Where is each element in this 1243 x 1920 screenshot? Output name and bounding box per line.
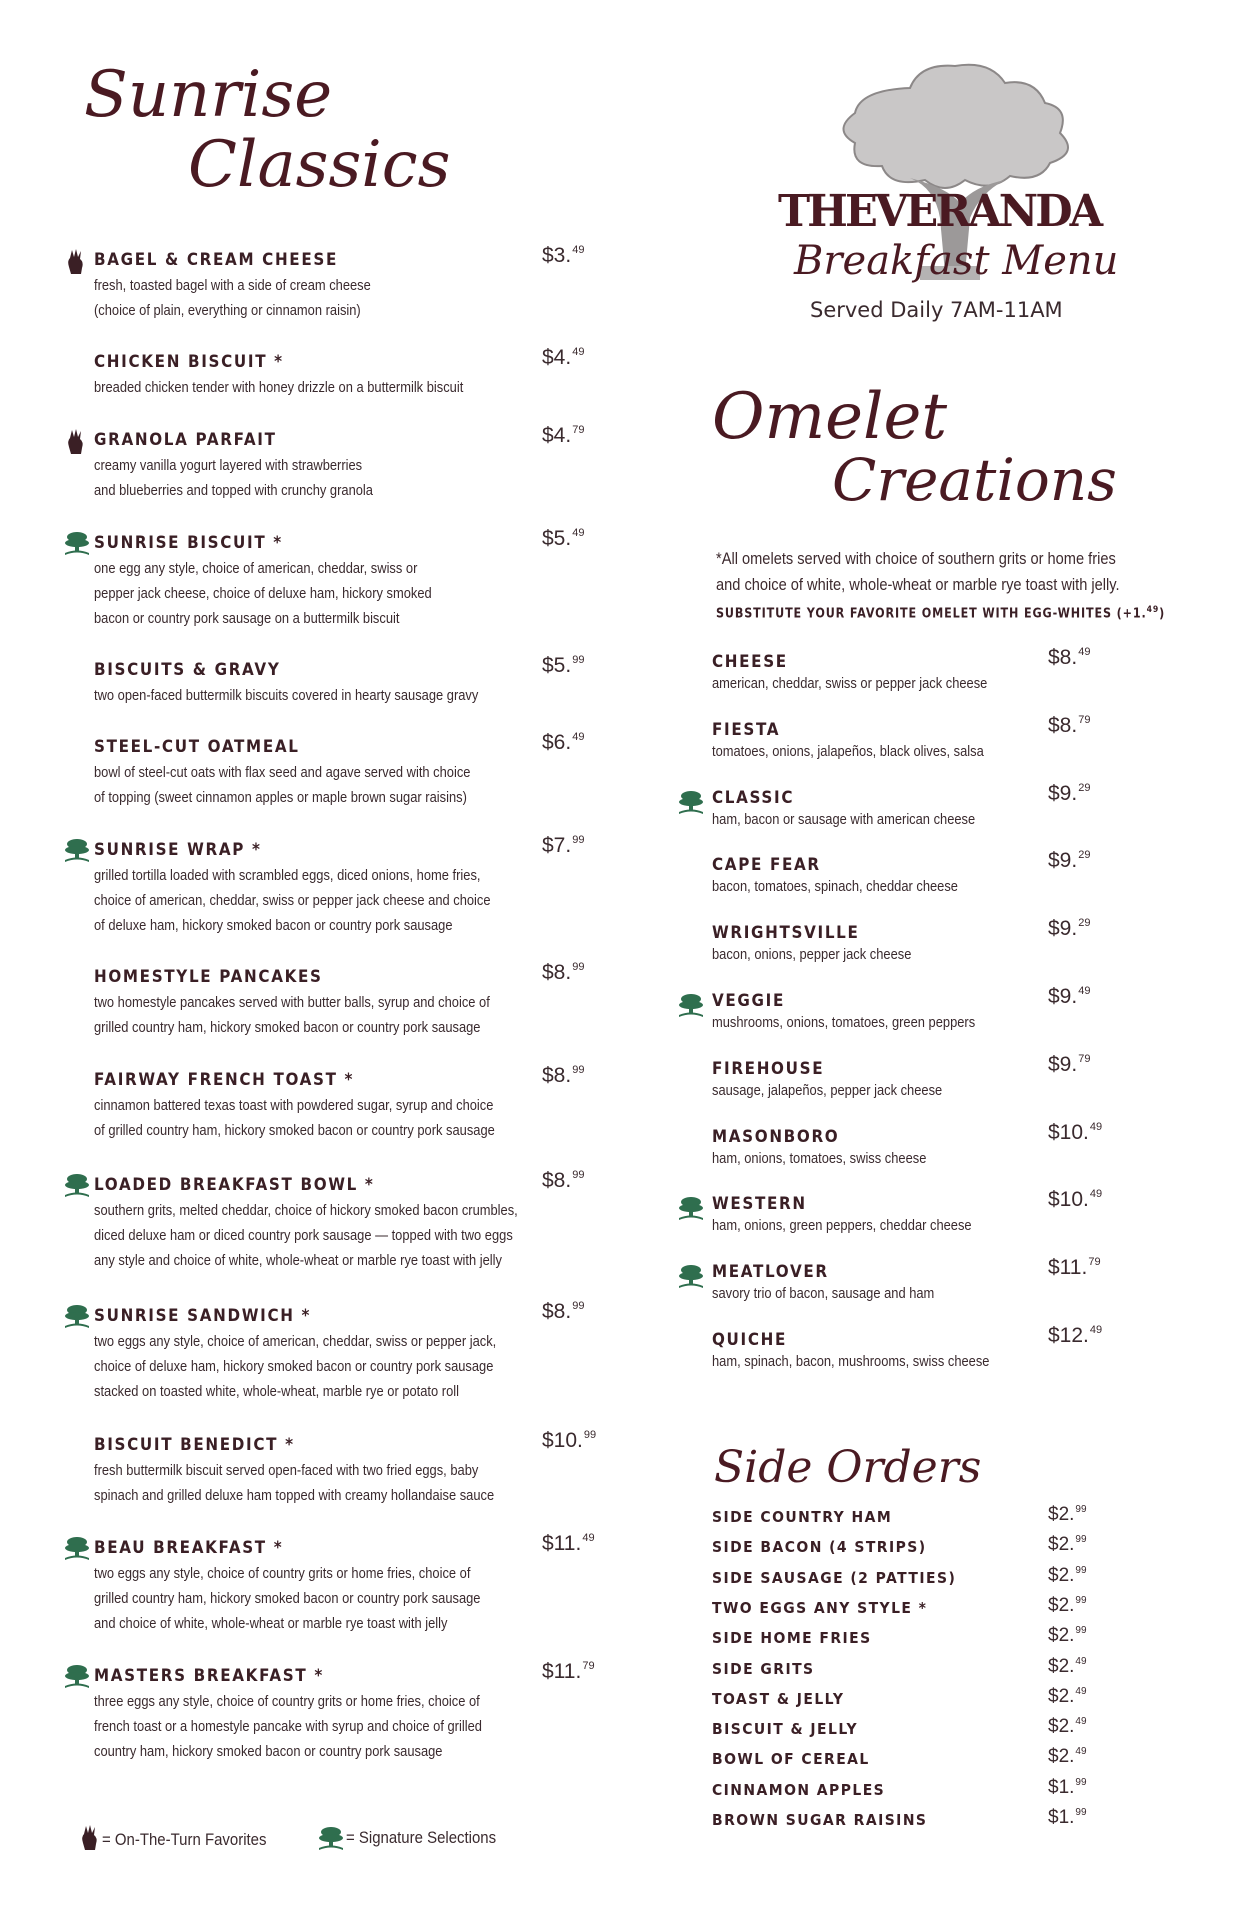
price-dollars: $5. — [542, 654, 572, 677]
description-line: breaded chicken tender with honey drizzle on a buttermilk biscuit — [94, 379, 464, 396]
description-line: grilled tortilla loaded with scrambled eggs, diced onions, home fries, — [94, 867, 481, 884]
tree-icon — [678, 1264, 702, 1290]
price-cents: 49 — [582, 1532, 595, 1544]
tree-icon — [678, 993, 702, 1019]
side-item-price — [1048, 1595, 1087, 1617]
classic-item — [94, 533, 487, 631]
description-line: one egg any style, choice of american, cheddar, swiss or — [94, 560, 418, 577]
item-price — [1048, 714, 1090, 738]
golf-bag-icon — [64, 428, 88, 454]
price-cents: 49 — [1089, 1324, 1103, 1336]
description-line: fresh buttermilk biscuit served open-faced with two fried eggs, baby — [94, 1462, 479, 1479]
item-price — [1048, 1188, 1102, 1212]
side-item-price — [1048, 1746, 1087, 1768]
price-dollars: $8. — [542, 1169, 572, 1192]
item-name: BISCUIT BENEDICT * — [94, 1435, 295, 1454]
description-line: bowl of steel-cut oats with flax seed and agave served with choice — [94, 764, 471, 781]
item-description — [94, 1458, 494, 1508]
item-price — [542, 1429, 596, 1453]
price-cents: 99 — [1075, 1776, 1087, 1788]
price-dollars: $11. — [542, 1660, 582, 1683]
price-dollars: $1. — [1048, 1776, 1075, 1798]
side-item-price — [1048, 1656, 1087, 1678]
side-item-name: SIDE COUNTRY HAM — [712, 1508, 893, 1526]
price-dollars: $11. — [542, 1532, 582, 1555]
classic-item — [94, 430, 418, 503]
price-cents: 49 — [572, 244, 585, 256]
price-cents: 79 — [582, 1660, 595, 1672]
item-description — [94, 1198, 518, 1273]
price-cents: 49 — [572, 527, 585, 539]
price-dollars: $8. — [1048, 713, 1078, 737]
item-price — [542, 1532, 595, 1556]
price-cents: 29 — [1078, 849, 1091, 862]
price-cents: 99 — [572, 1064, 585, 1076]
omelet-item — [712, 788, 1018, 832]
item-price — [542, 244, 584, 268]
classic-item — [94, 1306, 562, 1404]
item-description — [94, 863, 491, 938]
price-cents: 99 — [1075, 1807, 1087, 1818]
price-dollars: $2. — [1048, 1625, 1075, 1647]
tree-icon — [64, 1536, 88, 1562]
price-cents: 49 — [1078, 985, 1091, 997]
side-item-price — [1048, 1504, 1087, 1526]
tree-icon — [318, 1826, 342, 1852]
price-cents: 29 — [1078, 917, 1091, 930]
description-line: two open-faced buttermilk biscuits covered in hearty sausage gravy — [94, 687, 479, 704]
egg-white-substitute — [716, 598, 1165, 626]
description-line: three eggs any style, choice of country grits or home fries, choice of — [94, 1693, 480, 1710]
price-dollars: $3. — [542, 244, 572, 267]
side-item-name: TWO EGGS ANY STYLE * — [712, 1598, 928, 1617]
omelet-item — [712, 855, 998, 899]
item-description: ham, bacon or sausage with american cheese — [712, 810, 976, 828]
price-cents: 49 — [572, 731, 585, 743]
item-name: QUICHE — [712, 1330, 788, 1349]
item-price — [542, 654, 584, 678]
item-price — [542, 961, 584, 985]
tree-icon — [64, 531, 88, 557]
item-name: FIREHOUSE — [712, 1058, 825, 1078]
price-cents: 99 — [583, 1429, 597, 1441]
item-name: LOADED BREAKFAST BOWL * — [94, 1175, 375, 1194]
price-dollars: $4. — [542, 346, 572, 369]
item-price — [1048, 917, 1090, 941]
price-cents: 49 — [1075, 1746, 1087, 1758]
item-name: CAPE FEAR — [712, 855, 821, 875]
description-line: southern grits, melted cheddar, choice of hickory smoked bacon crumbles, — [94, 1202, 518, 1219]
item-description: bacon, tomatoes, spinach, cheddar cheese — [712, 878, 958, 896]
price-dollars: $9. — [1048, 849, 1078, 873]
item-description: mushrooms, onions, tomatoes, green peppers — [712, 1014, 976, 1031]
golf-bag-icon — [78, 1824, 102, 1850]
price-cents: 99 — [572, 961, 585, 973]
tree-icon — [678, 1196, 702, 1222]
side-item-name: SIDE BACON (4 STRIPS) — [712, 1538, 927, 1557]
price-dollars: $10. — [1048, 1120, 1089, 1144]
price-dollars: $5. — [542, 527, 572, 550]
serving-hours: Served Daily 7AM-11AM — [810, 298, 1063, 322]
item-description — [94, 990, 490, 1040]
side-item-name: SIDE HOME FRIES — [712, 1629, 872, 1648]
side-item-price — [1048, 1565, 1087, 1587]
item-description: ham, spinach, bacon, mushrooms, swiss cheese — [712, 1353, 990, 1370]
sunrise-title-line2: Classics — [188, 128, 451, 202]
item-description: bacon, onions, pepper jack cheese — [712, 946, 912, 964]
side-item-price — [1048, 1807, 1087, 1829]
description-line: bacon or country pork sausage on a buttermilk biscuit — [94, 610, 400, 627]
side-item-price — [1048, 1777, 1087, 1799]
classic-item — [94, 737, 532, 810]
item-description: sausage, jalapeños, pepper jack cheese — [712, 1081, 943, 1099]
substitute-cents: 49 — [1146, 605, 1160, 615]
price-dollars: $2. — [1048, 1594, 1075, 1616]
description-line: stacked on toasted white, whole-wheat, marble rye or potato roll — [94, 1383, 459, 1400]
classic-item — [94, 660, 541, 708]
side-orders-title: Side Orders — [714, 1442, 982, 1493]
item-price — [542, 834, 584, 858]
item-price — [542, 1660, 595, 1684]
omelet-title-line2: Creations — [832, 446, 1117, 514]
price-cents: 49 — [1075, 1655, 1087, 1667]
description-line: any style and choice of white, whole-wheat or marble rye toast with jelly — [94, 1252, 502, 1269]
classic-item — [94, 352, 523, 400]
price-dollars: $2. — [1048, 1685, 1075, 1707]
description-line: two homestyle pancakes served with butter balls, syrup and choice of — [94, 994, 490, 1011]
classic-item — [94, 1070, 560, 1143]
side-item-name: BROWN SUGAR RAISINS — [712, 1811, 928, 1829]
item-name: SUNRISE BISCUIT * — [94, 533, 283, 552]
item-name: BISCUITS & GRAVY — [94, 660, 281, 679]
item-name: WRIGHTSVILLE — [712, 923, 860, 943]
price-dollars: $11. — [1048, 1256, 1088, 1280]
item-price — [1048, 1121, 1102, 1145]
logo-subtitle: Breakfast Menu — [794, 238, 1119, 284]
description-line: cinnamon battered texas toast with powdered sugar, syrup and choice — [94, 1097, 494, 1114]
golf-bag-icon — [64, 248, 88, 274]
price-dollars: $2. — [1048, 1716, 1075, 1738]
omelet-item — [712, 1262, 971, 1306]
description-line: (choice of plain, everything or cinnamon raisin) — [94, 302, 361, 319]
description-line: of grilled country ham, hickory smoked bacon or country pork sausage — [94, 1122, 495, 1139]
description-line: pepper jack cheese, choice of deluxe ham, hickory smoked — [94, 585, 432, 602]
price-dollars: $2. — [1048, 1534, 1075, 1556]
classic-item — [94, 1538, 543, 1636]
description-line: and choice of white, whole-wheat or marble rye toast with jelly — [94, 1615, 448, 1632]
item-description: ham, onions, tomatoes, swiss cheese — [712, 1149, 927, 1167]
price-cents: 49 — [1089, 1120, 1103, 1133]
item-name: CHICKEN BISCUIT * — [94, 352, 284, 371]
item-description: tomatoes, onions, jalapeños, black olives, salsa — [712, 742, 984, 760]
price-dollars: $9. — [1048, 1052, 1078, 1076]
price-cents: 99 — [1075, 1594, 1087, 1606]
price-cents: 99 — [572, 1300, 585, 1312]
price-cents: 99 — [1075, 1564, 1087, 1576]
item-name: FIESTA — [712, 719, 781, 739]
item-description: savory trio of bacon, sausage and ham — [712, 1285, 935, 1303]
item-price — [542, 424, 584, 448]
item-description — [94, 760, 470, 810]
item-description — [94, 273, 371, 323]
item-name: FAIRWAY FRENCH TOAST * — [94, 1070, 355, 1089]
logo-name: THEVERANDA — [778, 186, 1101, 237]
omelet-item — [712, 1330, 1035, 1374]
classic-item — [94, 840, 555, 938]
description-line: choice of american, cheddar, swiss or pepper jack cheese and choice — [94, 892, 491, 909]
price-dollars: $4. — [542, 424, 572, 447]
classic-item — [94, 1435, 559, 1508]
price-cents: 79 — [1088, 1256, 1101, 1269]
tree-icon — [64, 1304, 88, 1330]
price-cents: 79 — [1078, 1052, 1091, 1065]
price-dollars: $2. — [1048, 1655, 1075, 1677]
item-price — [1048, 782, 1090, 806]
price-dollars: $7. — [542, 834, 572, 857]
omelet-item — [712, 720, 1028, 764]
price-dollars: $10. — [542, 1429, 583, 1452]
price-cents: 29 — [1078, 781, 1091, 794]
price-cents: 49 — [1089, 1188, 1103, 1201]
side-item-name: TOAST & JELLY — [712, 1689, 845, 1708]
price-cents: 99 — [572, 1169, 585, 1181]
item-description — [94, 375, 463, 400]
side-item-name: BISCUIT & JELLY — [712, 1720, 859, 1739]
classic-item — [94, 1666, 545, 1764]
price-dollars: $9. — [1048, 985, 1078, 1008]
item-price — [1048, 646, 1090, 670]
price-dollars: $2. — [1048, 1504, 1075, 1525]
item-name: CLASSIC — [712, 787, 795, 807]
omelet-title-line1: Omelet — [712, 380, 948, 454]
item-description — [94, 683, 478, 708]
price-cents: 49 — [1075, 1685, 1087, 1697]
price-dollars: $2. — [1048, 1564, 1075, 1586]
description-line: of topping (sweet cinnamon apples or maple brown sugar raisins) — [94, 789, 467, 806]
omelet-item — [712, 923, 944, 967]
item-description — [94, 453, 373, 503]
item-price — [1048, 1256, 1101, 1280]
side-item-price — [1048, 1534, 1087, 1556]
item-description — [94, 1329, 496, 1404]
item-name: MASTERS BREAKFAST * — [94, 1666, 324, 1685]
tree-icon — [64, 838, 88, 864]
description-line: spinach and grilled deluxe ham topped with creamy hollandaise sauce — [94, 1487, 495, 1504]
classic-item — [94, 1175, 587, 1273]
price-dollars: $8. — [542, 1064, 572, 1087]
description-line: fresh, toasted bagel with a side of cream cheese — [94, 277, 371, 294]
price-dollars: $8. — [1048, 646, 1078, 669]
price-cents: 49 — [1078, 646, 1091, 658]
favorites-legend-label: = On-The-Turn Favorites — [102, 1830, 267, 1849]
side-item-price — [1048, 1686, 1087, 1708]
omelet-item — [712, 652, 1032, 696]
omelet-item — [712, 1127, 961, 1171]
tree-icon — [678, 790, 702, 816]
price-dollars: $8. — [542, 1300, 572, 1323]
item-description — [94, 1093, 495, 1143]
item-price — [542, 1169, 584, 1193]
price-cents: 99 — [572, 834, 585, 846]
price-dollars: $8. — [542, 961, 572, 984]
item-name: MASONBORO — [712, 1126, 840, 1146]
item-description — [94, 556, 432, 631]
item-price — [1048, 849, 1090, 873]
signature-legend-label: = Signature Selections — [346, 1828, 497, 1847]
price-cents: 49 — [572, 346, 585, 358]
omelet-note-line1: *All omelets served with choice of southern grits or home fries — [716, 549, 1116, 568]
description-line: choice of deluxe ham, hickory smoked bacon or country pork sausage — [94, 1358, 494, 1375]
item-name: BEAU BREAKFAST * — [94, 1538, 284, 1557]
price-dollars: $6. — [542, 731, 572, 754]
item-price — [542, 527, 584, 551]
item-description — [94, 1561, 480, 1636]
item-description: american, cheddar, swiss or pepper jack cheese — [712, 675, 988, 692]
omelet-note-line2: and choice of white, whole-wheat or marble rye toast with jelly. — [716, 575, 1120, 594]
price-dollars: $1. — [1048, 1807, 1075, 1828]
item-name: BAGEL & CREAM CHEESE — [94, 250, 338, 269]
item-price — [542, 346, 584, 370]
description-line: french toast or a homestyle pancake with syrup and choice of grilled — [94, 1718, 482, 1735]
item-price — [542, 1064, 584, 1088]
description-line: diced deluxe ham or diced country pork sausage — topped with two eggs — [94, 1227, 513, 1244]
price-dollars: $9. — [1048, 917, 1078, 941]
item-name: STEEL-CUT OATMEAL — [94, 737, 300, 756]
price-cents: 79 — [1078, 713, 1091, 726]
description-line: grilled country ham, hickory smoked bacon or country pork sausage — [94, 1590, 481, 1607]
side-item-price — [1048, 1625, 1087, 1647]
price-cents: 99 — [572, 654, 585, 666]
item-description: ham, onions, green peppers, cheddar cheese — [712, 1217, 972, 1235]
price-dollars: $10. — [1048, 1188, 1089, 1212]
description-line: of deluxe ham, hickory smoked bacon or country pork sausage — [94, 917, 453, 934]
omelet-note — [716, 546, 1238, 626]
price-cents: 99 — [1075, 1625, 1087, 1637]
item-name: GRANOLA PARFAIT — [94, 430, 277, 449]
price-dollars: $9. — [1048, 781, 1078, 805]
veranda-logo — [760, 58, 1120, 328]
description-line: country ham, hickory smoked bacon or country pork sausage — [94, 1743, 443, 1760]
price-cents: 79 — [572, 424, 585, 436]
tree-icon — [64, 1173, 88, 1199]
legend — [78, 1822, 538, 1862]
description-line: two eggs any style, choice of american, cheddar, swiss or pepper jack, — [94, 1333, 497, 1350]
substitute-text: SUBSTITUTE YOUR FAVORITE OMELET WITH EGG-WHITES (+1. — [716, 606, 1147, 622]
side-item-name: CINNAMON APPLES — [712, 1780, 886, 1799]
price-cents: 49 — [1075, 1716, 1087, 1728]
side-item-name: SIDE SAUSAGE (2 PATTIES) — [712, 1568, 957, 1587]
omelet-item — [712, 1059, 980, 1103]
side-item-price — [1048, 1716, 1087, 1738]
description-line: two eggs any style, choice of country grits or home fries, choice of — [94, 1565, 471, 1582]
classic-item — [94, 250, 416, 323]
omelet-item — [712, 1194, 1014, 1238]
side-item-name: BOWL OF CEREAL — [712, 1750, 870, 1769]
item-name: CHEESE — [712, 652, 788, 671]
item-price — [542, 1300, 584, 1324]
omelet-item — [712, 991, 1018, 1035]
description-line: and blueberries and topped with crunchy granola — [94, 482, 373, 499]
item-price — [1048, 985, 1090, 1009]
substitute-end: ) — [1159, 606, 1166, 622]
sunrise-title-line1: Sunrise — [84, 58, 333, 132]
item-description — [94, 1689, 482, 1764]
item-price — [1048, 1324, 1102, 1348]
item-name: HOMESTYLE PANCAKES — [94, 967, 323, 986]
item-name: MEATLOVER — [712, 1262, 829, 1282]
item-name: VEGGIE — [712, 991, 785, 1010]
price-cents: 99 — [1075, 1534, 1087, 1546]
item-name: SUNRISE WRAP * — [94, 840, 262, 859]
description-line: grilled country ham, hickory smoked bacon or country pork sausage — [94, 1019, 481, 1036]
item-name: SUNRISE SANDWICH * — [94, 1306, 312, 1325]
price-dollars: $2. — [1048, 1746, 1075, 1768]
tree-icon — [64, 1664, 88, 1690]
side-item-name: SIDE GRITS — [712, 1659, 815, 1678]
description-line: creamy vanilla yogurt layered with strawberries — [94, 457, 363, 474]
item-price — [542, 731, 584, 755]
item-name: WESTERN — [712, 1194, 807, 1214]
classic-item — [94, 967, 554, 1040]
price-dollars: $12. — [1048, 1324, 1089, 1347]
item-price — [1048, 1053, 1090, 1077]
price-cents: 99 — [1075, 1504, 1087, 1515]
